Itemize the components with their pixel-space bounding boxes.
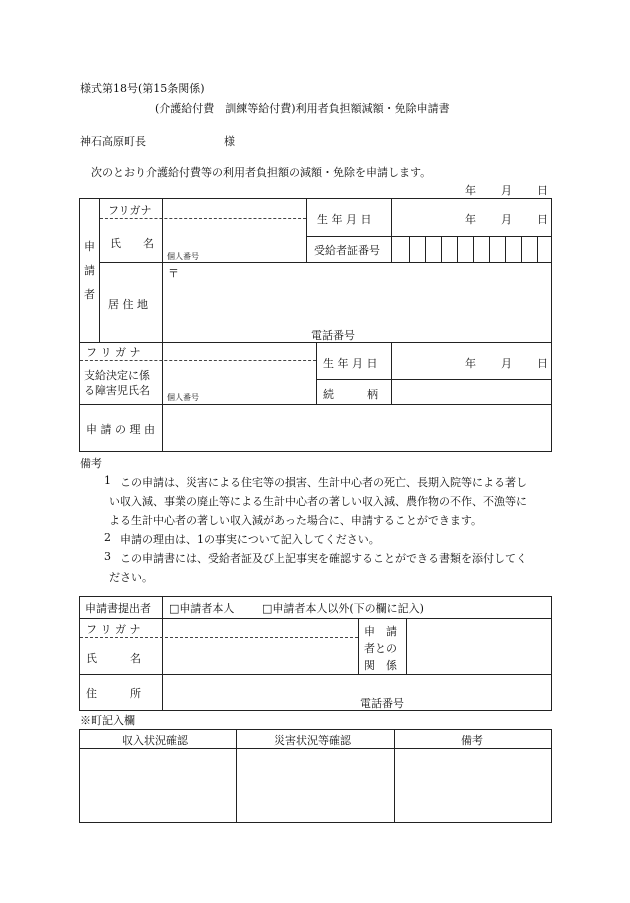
child-birth-label: 生 年 月 日 bbox=[323, 357, 378, 370]
relation-to-applicant-label-3: 関 係 bbox=[364, 659, 397, 672]
birth-year: 年 bbox=[465, 213, 476, 226]
submitter-phone-label: 電話番号 bbox=[360, 697, 404, 710]
applicant-label-1: 申 bbox=[84, 240, 95, 253]
submitter-name-label: 氏 名 bbox=[86, 652, 141, 665]
furigana-field[interactable] bbox=[166, 202, 305, 216]
applicant-label-3: 者 bbox=[84, 288, 95, 301]
child-name-label-1: 支給決定に係 bbox=[84, 369, 150, 382]
form-title: (介護給付費 訓練等給付費)利用者負担額減額・免除申請書 bbox=[155, 102, 450, 115]
postal-mark: 〒 bbox=[168, 267, 179, 280]
relation-to-applicant-label-2: 者との bbox=[364, 642, 397, 655]
applicant-label-2: 請 bbox=[84, 264, 95, 277]
note-1-line-3: よる生計中心者の著しい収入減があった場合に、申請することができます。 bbox=[109, 514, 483, 527]
child-birth-month: 月 bbox=[501, 357, 512, 370]
furigana-label: フリガナ bbox=[108, 204, 152, 217]
office-column-disaster: 災害状況等確認 bbox=[274, 734, 351, 747]
honorific: 様 bbox=[224, 135, 235, 148]
birth-day: 日 bbox=[537, 213, 548, 226]
form-number: 様式第18号(第15条関係) bbox=[80, 82, 205, 95]
child-name-label-2: る障害児氏名 bbox=[84, 384, 150, 397]
child-furigana-label: フ リ ガ ナ bbox=[86, 346, 141, 359]
note-2-line-1: 申請の理由は、1の事実について記入してください。 bbox=[120, 533, 380, 546]
note-1-line-1: この申請は、災害による住宅等の損害、生計中心者の死亡、長期入院等による著し bbox=[120, 476, 527, 489]
note-1-line-2: い収入減、事業の廃止等による生計中心者の著しい収入減、農作物の不作、不漁等に bbox=[109, 495, 527, 508]
date-year: 年 bbox=[465, 184, 476, 197]
date-month: 月 bbox=[501, 184, 512, 197]
note-3-line-2: ださい。 bbox=[109, 571, 153, 584]
recipient-number-label: 受給者証番号 bbox=[314, 244, 380, 257]
intro-text: 次のとおり介護給付費等の利用者負担額の減額・免除を申請します。 bbox=[91, 166, 432, 179]
reason-label: 申 請 の 理 由 bbox=[86, 423, 155, 436]
birth-month: 月 bbox=[501, 213, 512, 226]
name-label: 氏 名 bbox=[110, 237, 154, 250]
addressee: 神石高原町長 bbox=[80, 135, 146, 148]
note-1-number: 1 bbox=[104, 474, 111, 487]
submitter-name-field[interactable] bbox=[166, 641, 354, 671]
child-birth-year: 年 bbox=[465, 357, 476, 370]
submitter-furigana-field[interactable] bbox=[166, 621, 354, 635]
submitter-furigana-label: フ リ ガ ナ bbox=[86, 623, 141, 636]
child-birth-day: 日 bbox=[537, 357, 548, 370]
phone-label: 電話番号 bbox=[311, 329, 355, 342]
submitter-address-field[interactable] bbox=[166, 678, 546, 694]
note-3-line-1: この申請書には、受給者証及び上記事実を確認することができる書類を添付してく bbox=[120, 552, 527, 565]
relation-to-applicant-label-1: 申 請 bbox=[364, 625, 397, 638]
relation-label: 続 柄 bbox=[323, 388, 378, 401]
name-field[interactable] bbox=[166, 222, 305, 248]
submitter-label: 申請書提出者 bbox=[85, 602, 151, 615]
note-2-number: 2 bbox=[104, 531, 111, 544]
office-column-income: 収入状況確認 bbox=[122, 734, 188, 747]
note-3-number: 3 bbox=[104, 550, 111, 563]
office-column-remarks: 備考 bbox=[461, 734, 483, 747]
reason-field[interactable] bbox=[166, 408, 546, 448]
checkbox-applicant-self[interactable]: □申請者本人 bbox=[169, 602, 235, 615]
personal-number-label: 個人番号 bbox=[167, 252, 199, 261]
residence-label: 居 住 地 bbox=[108, 298, 148, 311]
notes-heading: 備考 bbox=[80, 457, 102, 470]
checkbox-applicant-other[interactable]: □申請者本人以外(下の欄に記入) bbox=[262, 602, 424, 615]
relation-to-applicant-field[interactable] bbox=[410, 622, 548, 670]
birth-label: 生 年 月 日 bbox=[317, 213, 372, 226]
office-use-label: ※町記入欄 bbox=[80, 714, 135, 727]
submitter-address-label: 住 所 bbox=[86, 687, 141, 700]
child-personal-number-label: 個人番号 bbox=[167, 393, 199, 402]
date-day: 日 bbox=[537, 184, 548, 197]
